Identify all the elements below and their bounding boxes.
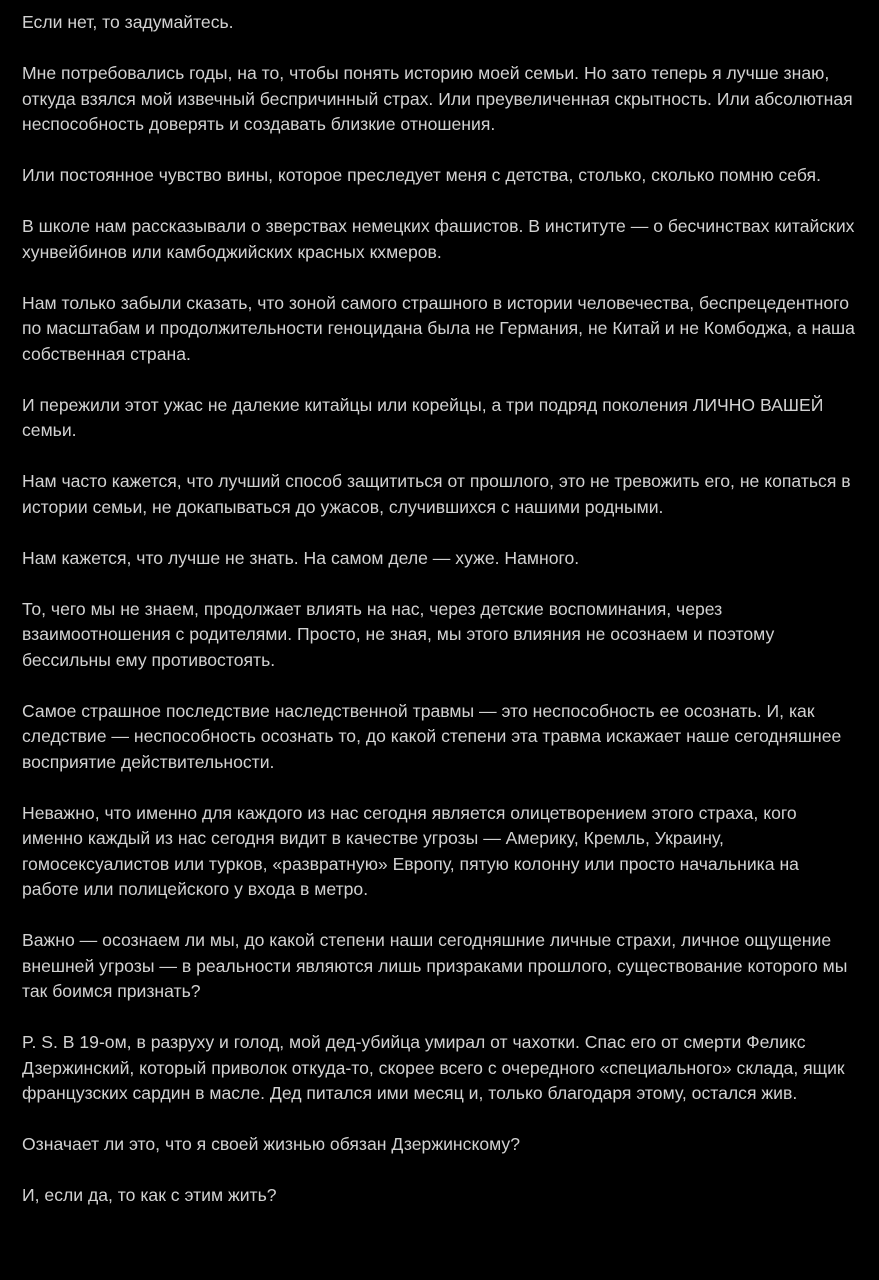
paragraph: В школе нам рассказывали о зверствах немецких фашистов. В институте — о бесчинствах китайских хунвейбинов или камбоджийских красных кхмеров. — [22, 216, 855, 262]
paragraph: Означает ли это, что я своей жизнью обязан Дзержинскому? — [22, 1134, 520, 1154]
paragraph: Если нет, то задумайтесь. — [22, 12, 234, 32]
paragraph: Важно — осознаем ли мы, до какой степени наши сегодняшние личные страхи, личное ощущение внешней угрозы — в реальности являются лишь призраками прошлого, существование которого мы так боимся признать? — [22, 930, 848, 1001]
paragraph: Или постоянное чувство вины, которое преследует меня с детства, столько, сколько помню себя. — [22, 165, 821, 185]
paragraph: Нам часто кажется, что лучший способ защититься от прошлого, это не тревожить его, не копаться в истории семьи, не докапываться до ужасов, случившихся с нашими родными. — [22, 471, 851, 517]
paragraph: Нам кажется, что лучше не знать. На самом деле — хуже. Намного. — [22, 547, 580, 568]
paragraph: Нам только забыли сказать, что зоной самого страшного в истории человечества, беспрецедентного по масштабам и продолжительности геноцидана была не Германия, не Китай и не Комбоджа, а наша собственная страна. — [22, 292, 855, 364]
paragraph: И, если да, то как с этим жить? — [22, 1185, 277, 1205]
paragraph: Мне потребовались годы, на то, чтобы понять историю моей семьи. Но зато теперь я лучше знаю, откуда взялся мой извечный беспричинный страх. Или преувеличенная скрытность. Или абсолютная неспособность доверять и создавать близкие отношения. — [22, 63, 853, 134]
paragraph: Самое страшное последствие наследственной травмы — это неспособность ее осознать. И, как следствие — неспособность осознать то, до какой степени эта травма искажает наше сегодняшнее восприятие действительности. — [22, 700, 842, 772]
paragraph: P. S. В 19-ом, в разруху и голод, мой дед-убийца умирал от чахотки. Спас его от смерти Феликс Дзержинский, который приволок откуда-то, скорее всего с очередного «специального» склада, ящик французских сардин в масле. Дед питался ими месяц и, только благодаря этому, остался жив. — [22, 1032, 845, 1103]
article-body — [22, 10, 857, 1209]
paragraph: То, чего мы не знаем, продолжает влиять на нас, через детские воспоминания, через взаимоотношения с родителями. Просто, не зная, мы этого влияния не осознаем и поэтому бессильны ему противостоять. — [22, 598, 775, 670]
paragraph: И пережили этот ужас не далекие китайцы или корейцы, а три подряд поколения ЛИЧНО ВАШЕЙ семьи. — [22, 394, 824, 440]
paragraph: Неважно, что именно для каждого из нас сегодня является олицетворением этого страха, кого именно каждый из нас сегодня видит в качестве угрозы — Америку, Кремль, Украину, гомосексуалистов или турков, «развратную» Европу, пятую колонну или просто начальника на работе или полицейского у входа в метро. — [22, 802, 799, 899]
